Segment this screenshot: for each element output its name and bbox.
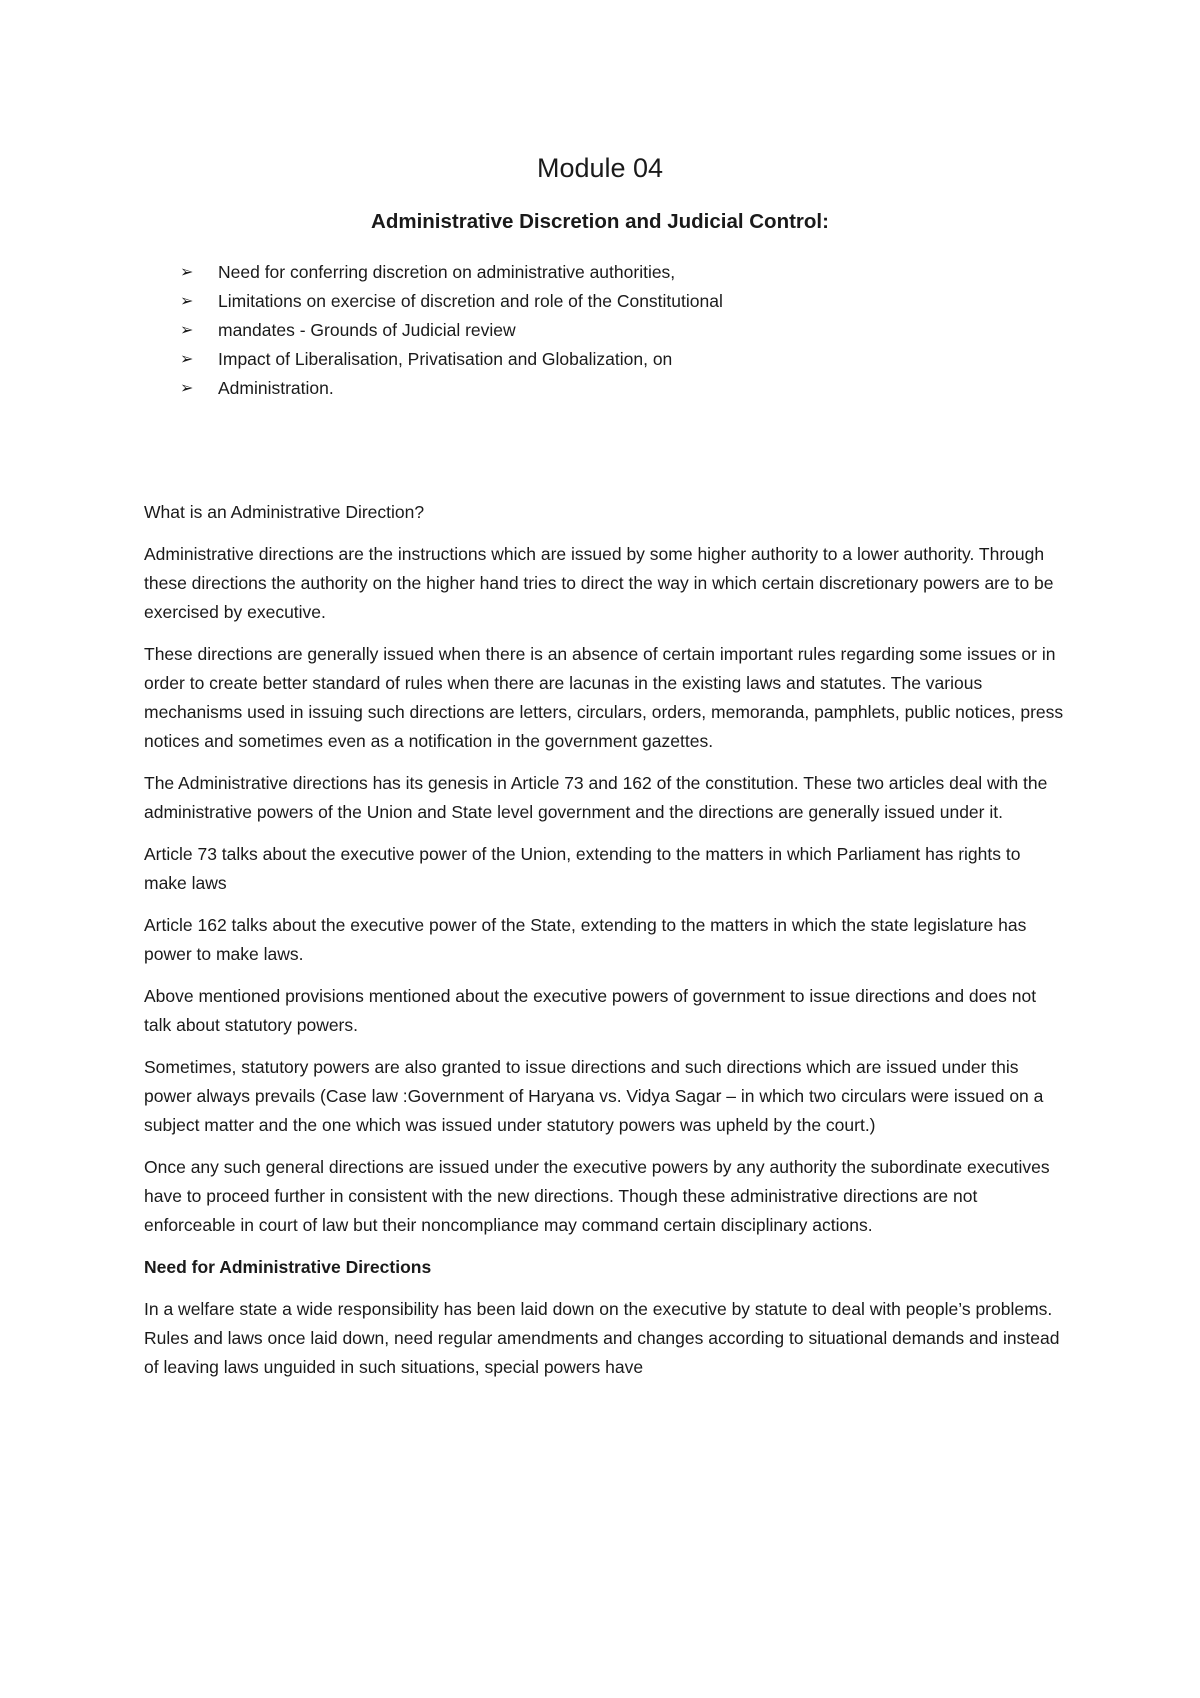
paragraph: Administrative directions are the instructions which are issued by some higher authority to a lower authority. Through these directions the authority on the higher hand tries to direct the way in which certain discretionary powers are to be exercised by executive. (144, 544, 1054, 622)
list-item (180, 345, 1080, 374)
list-item-text: mandates - Grounds of Judicial review (218, 320, 516, 340)
paragraph: Once any such general directions are issued under the executive powers by any authority the subordinate executives have to proceed further in consistent with the new directions. Though these administrative directions are not enforceable in court of law but their noncompliance may command certain disciplinary actions. (144, 1157, 1050, 1235)
arrowhead-bullet-icon: ➢ (180, 351, 194, 368)
paragraph: These directions are generally issued when there is an absence of certain important rules regarding some issues or in order to create better standard of rules when there are lacunas in the existing laws and statutes. The various mechanisms used in issuing such directions are letters, circulars, orders, memoranda, pamphlets, public notices, press notices and sometimes even as a notification in the government gazettes. (144, 644, 1064, 751)
body-text (144, 498, 1068, 1395)
paragraph: Sometimes, statutory powers are also granted to issue directions and such directions which are issued under this power always prevails (Case law :Government of Haryana vs. Vidya Sagar – in which two circulars were issued on a subject matter and the one which was issued under statutory powers was upheld by the court.) (144, 1057, 1044, 1135)
list-item-text: Need for conferring discretion on administrative authorities, (218, 262, 676, 282)
list-item-text: Administration. (218, 378, 334, 398)
list-item (180, 287, 1080, 316)
topic-list (180, 258, 1080, 403)
paragraph: Article 73 talks about the executive power of the Union, extending to the matters in which Parliament has rights to make laws (144, 844, 1021, 893)
arrowhead-bullet-icon: ➢ (180, 322, 194, 339)
paragraph: Article 162 talks about the executive power of the State, extending to the matters in which the state legislature has power to make laws. (144, 915, 1027, 964)
arrowhead-bullet-icon: ➢ (180, 380, 194, 397)
list-item (180, 316, 1080, 345)
main-heading: Administrative Discretion and Judicial Control: (371, 210, 829, 233)
list-item-text: Impact of Liberalisation, Privatisation and Globalization, on (218, 349, 673, 369)
arrowhead-bullet-icon: ➢ (180, 293, 194, 310)
need-heading: Need for Administrative Directions (144, 1257, 432, 1277)
arrowhead-bullet-icon: ➢ (180, 264, 194, 281)
paragraph: Above mentioned provisions mentioned about the executive powers of government to issue directions and does not talk about statutory powers. (144, 986, 1037, 1035)
paragraph: In a welfare state a wide responsibility has been laid down on the executive by statute to deal with people’s problems. Rules and laws once laid down, need regular amendments and changes according to situational demands and instead of leaving laws unguided in such situations, special powers have (144, 1299, 1060, 1377)
module-title: Module 04 (536, 153, 664, 183)
list-item-text: Limitations on exercise of discretion and role of the Constitutional (218, 291, 723, 311)
list-item (180, 374, 1080, 403)
list-item (180, 258, 1080, 287)
paragraph: The Administrative directions has its genesis in Article 73 and 162 of the constitution. These two articles deal with the administrative powers of the Union and State level government and the directions are generally issued under it. (144, 773, 1048, 822)
question-heading: What is an Administrative Direction? (144, 502, 425, 522)
